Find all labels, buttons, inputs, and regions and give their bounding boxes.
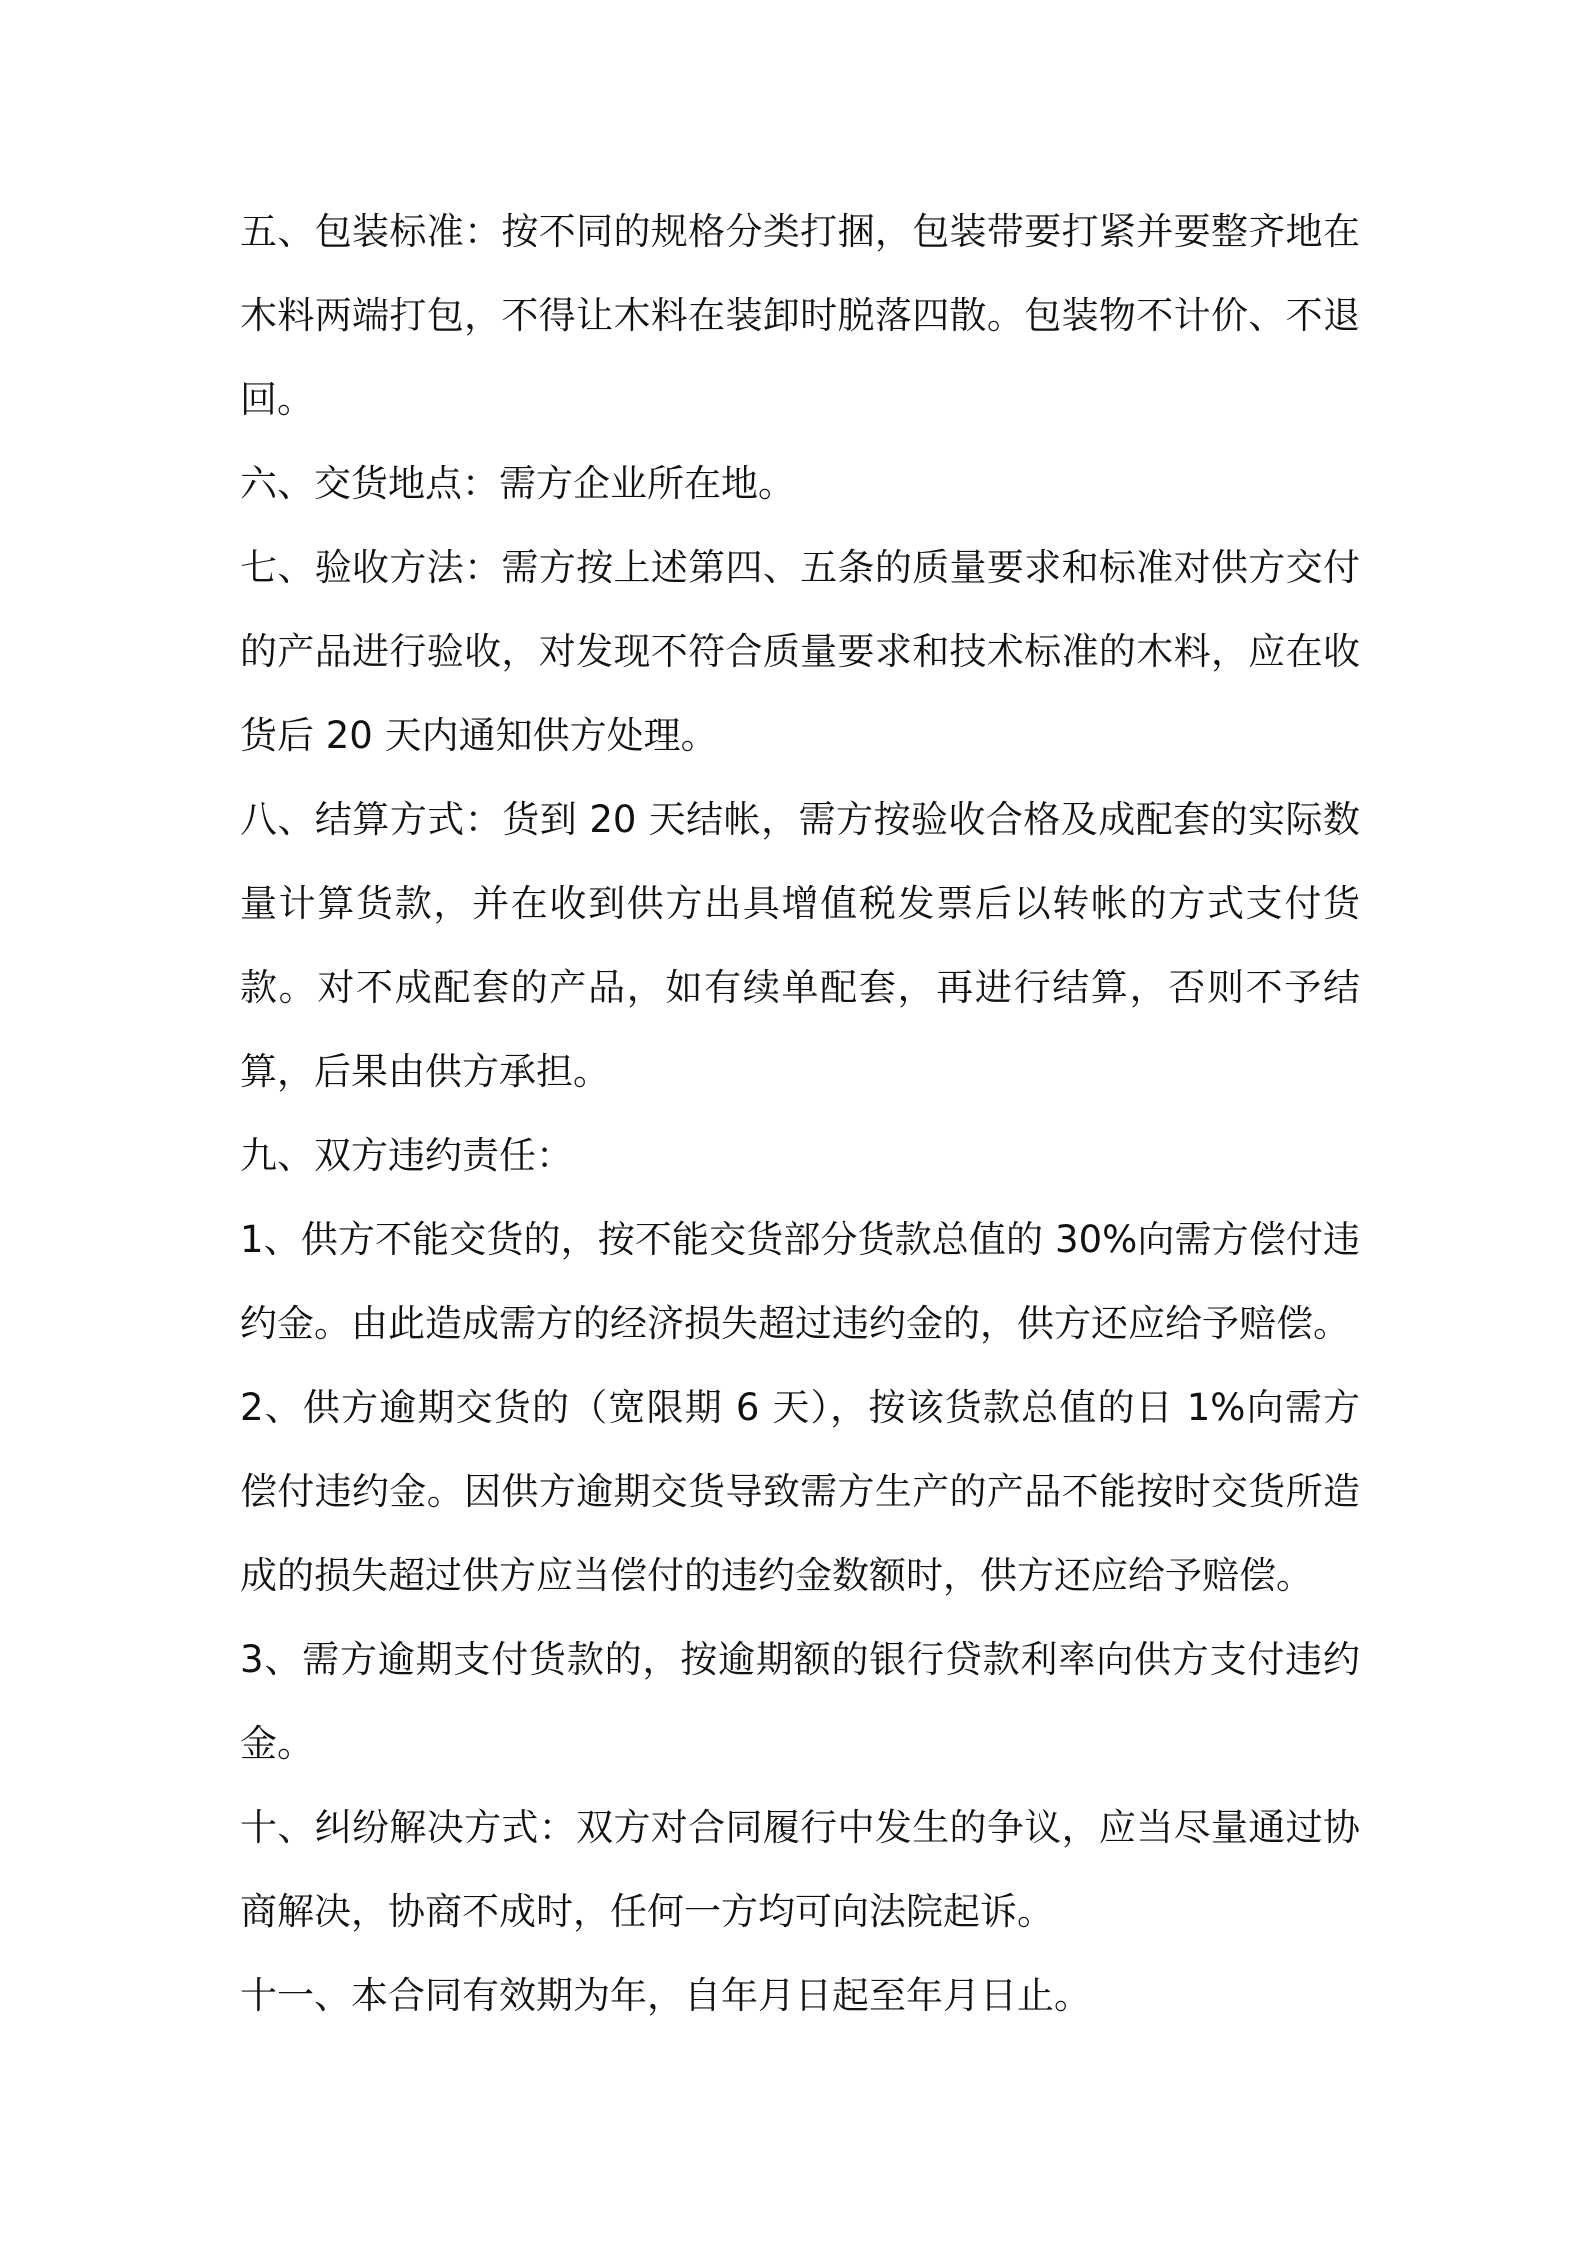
clause-acceptance-method: 七、验收方法：需方按上述第四、五条的质量要求和标准对供方交付的产品进行验收，对发现不符合质量要求和技术标准的木料，应在收货后 20 天内通知供方处理。 <box>240 546 1360 757</box>
clause-breach-item-3: 3、需方逾期支付货款的，按逾期额的银行贷款利率向供方支付违约金。 <box>240 1638 1360 1765</box>
clause-dispute-resolution: 十、纠纷解决方式：双方对合同履行中发生的争议，应当尽量通过协商解决，协商不成时，任何一方均可向法院起诉。 <box>240 1806 1360 1933</box>
clause-delivery-location: 六、交货地点：需方企业所在地。 <box>240 462 795 505</box>
document-body <box>240 190 1360 2038</box>
clause-settlement-method: 八、结算方式：货到 20 天结帐，需方按验收合格及成配套的实际数量计算货款，并在收到供方出具增值税发票后以转帐的方式支付货款。对不成配套的产品，如有续单配套，再进行结算，否则不予结算，后果由供方承担。 <box>240 798 1360 1093</box>
clause-breach-item-2: 2、供方逾期交货的（宽限期 6 天），按该货款总值的日 1%向需方偿付违约金。因供方逾期交货导致需方生产的产品不能按时交货所造成的损失超过供方应当偿付的违约金数额时，供方还应给予赔偿。 <box>240 1386 1360 1597</box>
clause-breach-liability-heading: 九、双方违约责任： <box>240 1134 573 1177</box>
clause-packaging-standard: 五、包装标准：按不同的规格分类打捆，包装带要打紧并要整齐地在木料两端打包，不得让木料在装卸时脱落四散。包装物不计价、不退回。 <box>240 210 1360 421</box>
clause-validity-period: 十一、本合同有效期为年，自年月日起至年月日止。 <box>240 1974 1091 2017</box>
clause-breach-item-1: 1、供方不能交货的，按不能交货部分货款总值的 30%向需方偿付违约金。由此造成需方的经济损失超过违约金的，供方还应给予赔偿。 <box>240 1218 1360 1345</box>
